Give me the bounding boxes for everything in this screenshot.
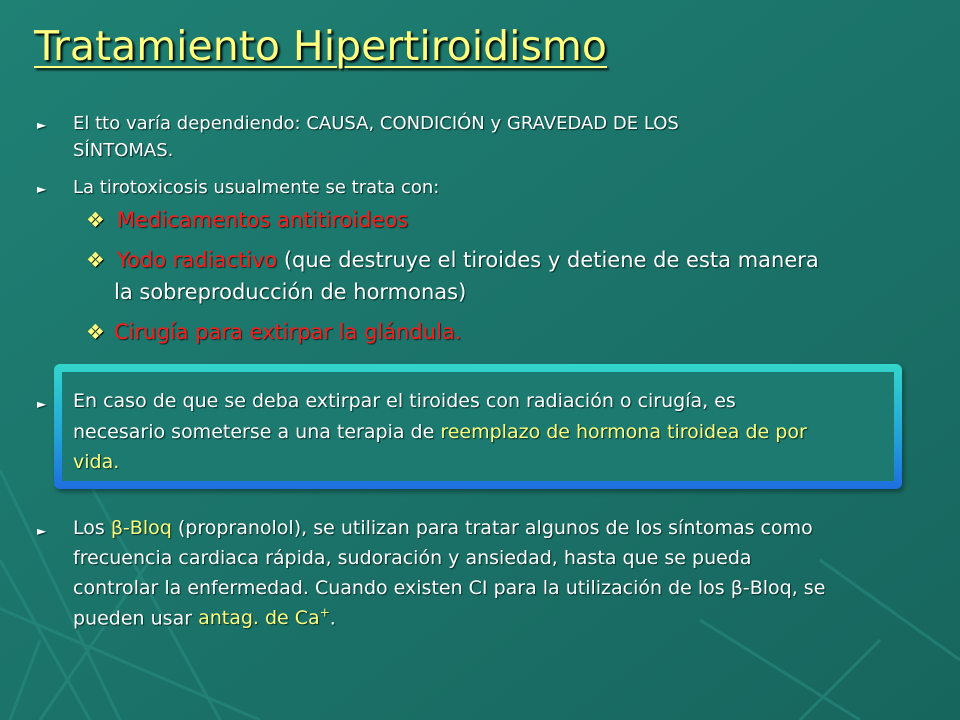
- bullet-arrow-icon: ►: [37, 118, 47, 132]
- sub-bullet-radioiodine-line-2: la sobreproducción de hormonas): [114, 280, 467, 304]
- diamond-bullet-icon: ❖: [86, 320, 105, 344]
- bullet-4-line-1: [73, 517, 813, 539]
- bullet-4-line-2: frecuencia cardiaca rápida, sudoración y ansiedad, hasta que se pueda: [73, 547, 752, 569]
- hormone-replacement-highlight: reemplazo de hormona tiroidea de por: [440, 421, 807, 443]
- diamond-bullet-icon: ❖: [86, 248, 105, 272]
- sub-bullet-antithyroid: Medicamentos antitiroideos: [117, 208, 409, 232]
- sub-bullet-radioiodine-line-1: [117, 248, 819, 272]
- diamond-bullet-icon: ❖: [86, 208, 105, 232]
- bullet-1-line-1: El tto varía dependiendo: CAUSA, CONDICIÓN y GRAVEDAD DE LOS: [73, 113, 679, 134]
- boxed-line-2-text: necesario someterse a una terapia de: [73, 421, 441, 443]
- bullet-4-line-1-rest: (propranolol), se utilizan para tratar algunos de los síntomas como: [171, 517, 813, 539]
- sub-bullet-surgery: Cirugía para extirpar la glándula.: [114, 320, 462, 344]
- bullet-4-line-3: controlar la enfermedad. Cuando existen CI para la utilización de los β-Bloq, se: [73, 577, 826, 599]
- slide-title: Tratamiento Hipertiroidismo: [34, 22, 607, 70]
- beta-blocker-highlight: β-Bloq: [110, 517, 172, 539]
- bullet-arrow-icon: ►: [37, 524, 47, 538]
- bullet-arrow-icon: ►: [37, 397, 47, 411]
- calcium-antagonist-highlight: [198, 607, 330, 629]
- boxed-line-3: vida.: [73, 451, 120, 473]
- bullet-4-line-4-end: .: [329, 607, 336, 630]
- boxed-line-2: [73, 421, 807, 443]
- radioiodine-highlight: Yodo radiactivo: [117, 248, 278, 272]
- radioiodine-description: (que destruye el tiroides y detiene de esta manera: [277, 248, 819, 272]
- boxed-line-1: En caso de que se deba extirpar el tiroides con radiación o cirugía, es: [73, 390, 736, 412]
- bullet-4-line-4: [73, 606, 336, 629]
- calcium-antagonist-text: antag. de Ca: [198, 607, 320, 630]
- calcium-superscript: +: [319, 606, 330, 620]
- bullet-4-line-4-pre: pueden usar: [73, 607, 199, 630]
- bullet-arrow-icon: ►: [37, 182, 47, 196]
- bullet-2: La tirotoxicosis usualmente se trata con:: [73, 177, 440, 198]
- bullet-1-line-2: SÍNTOMAS.: [73, 140, 174, 161]
- bullet-4-line-1-pre: Los: [73, 517, 111, 539]
